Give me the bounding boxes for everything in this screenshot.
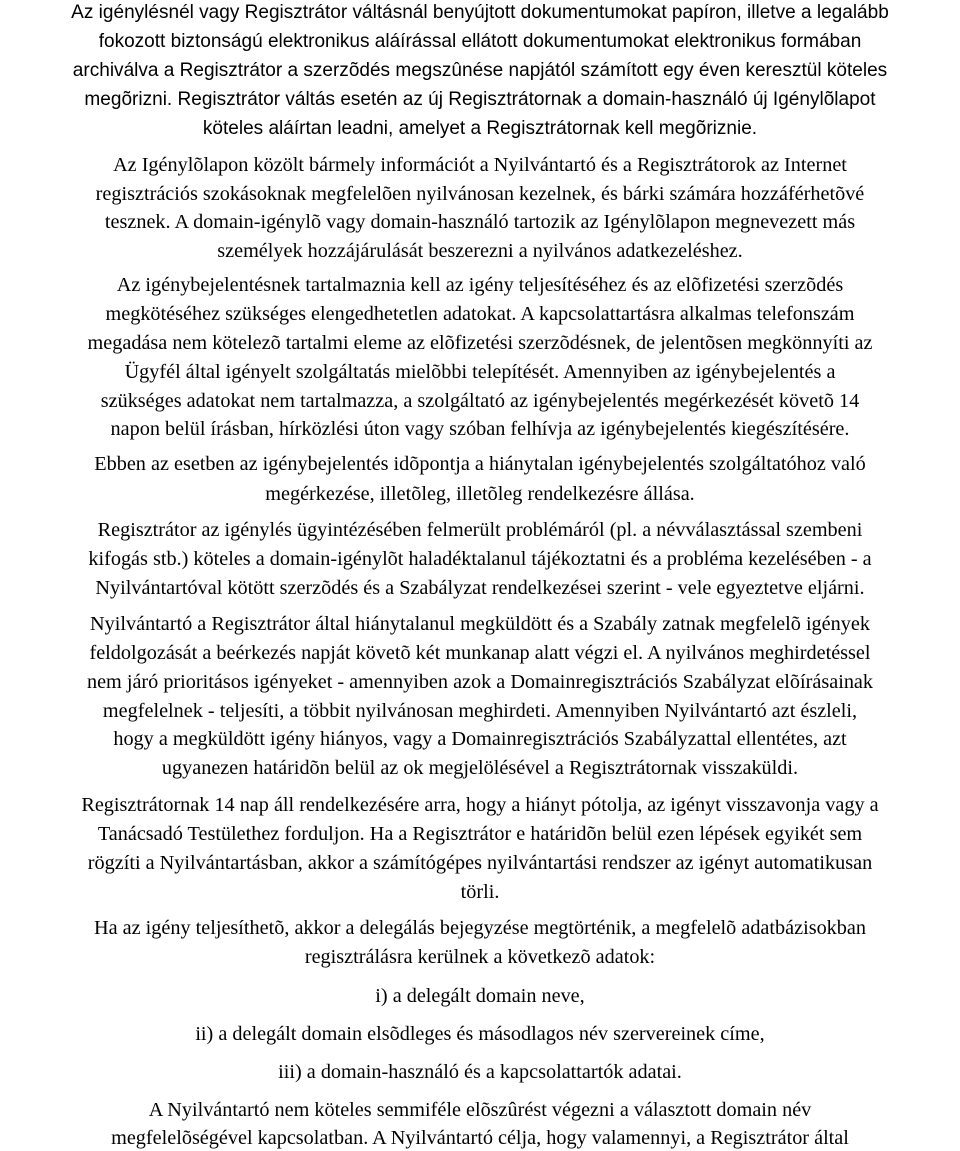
text-line: tesznek. A domain-igénylõ vagy domain-használó tartozik az Igénylõlapon megnevezett más xyxy=(104,211,856,233)
text-line: ii) a delegált domain elsõdleges és másodlagos név szervereinek címe, xyxy=(195,1023,765,1045)
text-line: törli. xyxy=(460,881,500,903)
text-line: Ebben az esetben az igénybejelentés idõpontja a hiánytalan igénybejelentés szolgáltatóhoz való xyxy=(94,453,866,475)
text-line: megõrizni. Regisztrátor váltás esetén az új Regisztrátornak a domain-használó új Igénylõlapot xyxy=(84,89,876,110)
text-line: Tanácsadó Testülethez forduljon. Ha a Regisztrátor e határidõn belül ezen lépések egyikét sem xyxy=(97,823,863,845)
text-line: Az igénybejelentésnek tartalmaznia kell az igény teljesítéséhez és az elõfizetési szerzõdés xyxy=(116,274,844,296)
text-line: napon belül írásban, hírközlési úton vagy szóban felhívja az igénybejelentés kiegészítésére. xyxy=(110,418,850,440)
text-line: regisztrálásra kerülnek a következõ adatok: xyxy=(304,946,656,968)
text-line: hogy a megküldött igény hiányos, vagy a Domainregisztrációs Szabályzattal ellentétes, azt xyxy=(113,728,847,750)
text-line: köteles aláírtan leadni, amelyet a Regisztrátornak kell megõriznie. xyxy=(202,118,758,139)
text-line: i) a delegált domain neve, xyxy=(375,985,585,1007)
text-line: megadása nem kötelezõ tartalmi eleme az elõfizetési szerzõdésnek, de jelentõsen megkönnyíti az xyxy=(87,332,873,354)
text-line: ugyanezen határidõn belül az ok megjelölésével a Regisztrátornak visszaküldi. xyxy=(161,757,799,779)
text-line: Nyilvántartóval kötött szerzõdés és a Szabályzat rendelkezései szerint - vele egyeztetve eljárni. xyxy=(95,577,865,599)
text-line: Nyilvántartó a Regisztrátor által hiánytalanul megküldött és a Szabály zatnak megfelelõ igények xyxy=(90,613,870,635)
text-line: A Nyilvántartó nem köteles semmiféle elõszûrést végezni a választott domain név xyxy=(148,1099,812,1121)
text-line: megfelelnek - teljesíti, a többit nyilvánosan meghirdeti. Amennyiben Nyilvántartó azt észleli, xyxy=(102,700,858,722)
text-line: kifogás stb.) köteles a domain-igénylõt haladéktalanul tájékoztatni és a probléma kezelésében - a xyxy=(88,548,872,570)
text-line: Az Igénylõlapon közölt bármely információt a Nyilvántartó és a Regisztrátorok az Internet xyxy=(113,154,847,176)
text-line: megérkezése, illetõleg, illetõleg rendelkezésre állása. xyxy=(265,483,695,505)
text-line: Az igénylésnél vagy Regisztrátor váltásnál benyújtott dokumentumokat papíron, illetve a legalább xyxy=(71,2,889,23)
text-line: iii) a domain-használó és a kapcsolattartók adatai. xyxy=(278,1061,682,1083)
text-line: megkötéséhez szükséges elengedhetetlen adatokat. A kapcsolattartásra alkalmas telefonszám xyxy=(105,303,855,325)
text-line: rögzíti a Nyilvántartásban, akkor a számítógépes nyilvántartási rendszer az igényt automatikusan xyxy=(87,852,873,874)
text-line: megfelelõségével kapcsolatban. A Nyilvántartó célja, hogy valamennyi, a Regisztrátor által xyxy=(111,1127,849,1149)
text-line: archiválva a Regisztrátor a szerzõdés megszûnése napjától számított egy éven keresztül köteles xyxy=(72,60,888,81)
text-line: nem járó prioritásos igényeket - amennyiben azok a Domainregisztrációs Szabályzat elõírásainak xyxy=(86,671,874,693)
text-line: Ügyfél által igényelt szolgáltatás mielõbbi telepítését. Amennyiben az igénybejelentés a xyxy=(124,361,836,383)
text-line: Ha az igény teljesíthetõ, akkor a delegálás bejegyzése megtörténik, a megfelelõ adatbázisokban xyxy=(93,917,866,939)
text-line: személyek hozzájárulását beszerezni a nyilvános adatkezeléshez. xyxy=(217,240,743,262)
text-line: regisztrációs szokásoknak megfelelõen nyilvánosan kezelnek, és bárki számára hozzáférhetõvé xyxy=(95,183,865,205)
text-line: szükséges adatokat nem tartalmazza, a szolgáltató az igénybejelentés megérkezését követõ 14 xyxy=(100,390,860,412)
text-line: Regisztrátor az igénylés ügyintézésében felmerült problémáról (pl. a névválasztással szembeni xyxy=(97,519,863,541)
text-line: fokozott biztonságú elektronikus aláírással ellátott dokumentumokat elektronikus formában xyxy=(98,31,862,52)
text-line: feldolgozását a beérkezés napját követõ két munkanap alatt végzi el. A nyilvános meghirdetéssel xyxy=(89,642,871,664)
text-line: Regisztrátornak 14 nap áll rendelkezésére arra, hogy a hiányt pótolja, az igényt visszavonja vagy a xyxy=(81,794,879,816)
